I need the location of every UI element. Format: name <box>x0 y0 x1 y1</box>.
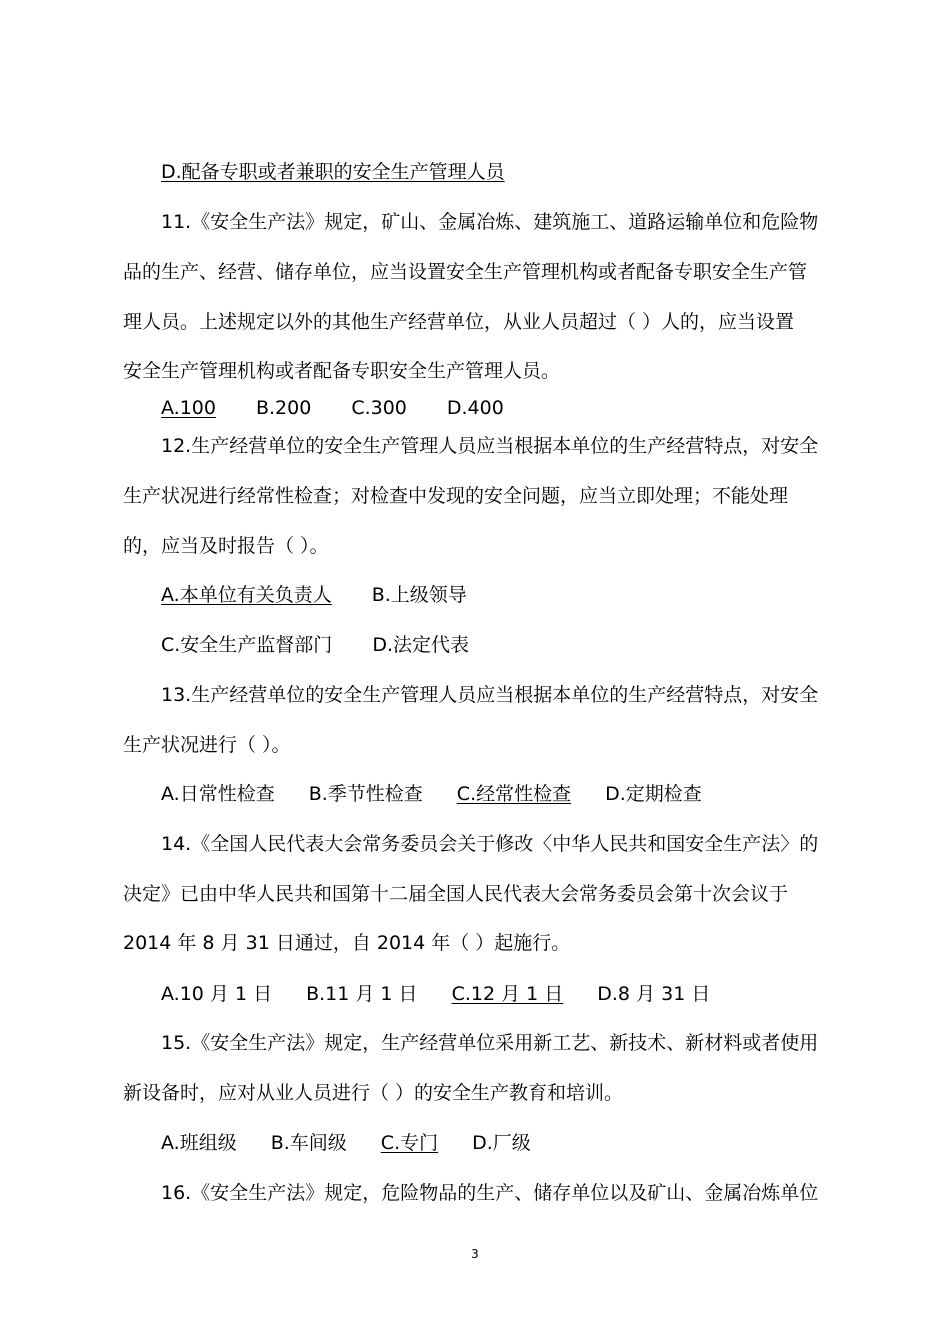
q12-option-c: C.安全生产监督部门 <box>161 634 333 656</box>
q11-line-3: 理人员。上述规定以外的其他生产经营单位，从业人员超过（ ）人的，应当设置 <box>123 311 795 333</box>
q12-options-row-2 <box>161 633 509 657</box>
q14-options <box>161 982 750 1006</box>
q16-line-1: 16.《安全生产法》规定，危险物品的生产、储存单位以及矿山、金属冶炼单位 <box>161 1182 819 1204</box>
q11-option-d: D.400 <box>446 397 504 419</box>
q11-line-1: 11.《安全生产法》规定，矿山、金属冶炼、建筑施工、道路运输单位和危险物 <box>161 211 819 233</box>
q12-line-1: 12.生产经营单位的安全生产管理人员应当根据本单位的生产经营特点，对安全 <box>161 435 819 457</box>
q12-options-row-1 <box>161 583 507 607</box>
q14-option-a: A.10 月 1 日 <box>161 983 273 1005</box>
page-number: 3 <box>471 1247 479 1261</box>
q14-line-1: 14.《全国人民代表大会常务委员会关于修改〈中华人民共和国安全生产法〉的 <box>161 833 819 855</box>
q13-options <box>161 782 742 806</box>
q12-line-2: 生产状况进行经常性检查；对检查中发现的安全问题，应当立即处理；不能处理 <box>123 485 789 507</box>
q12-option-d: D.法定代表 <box>372 634 469 656</box>
q13-line-1: 13.生产经营单位的安全生产管理人员应当根据本单位的生产经营特点，对安全 <box>161 684 819 706</box>
q11-line-4: 安全生产管理机构或者配备专职安全生产管理人员。 <box>123 360 561 382</box>
q11-option-b: B.200 <box>255 397 312 419</box>
q13-option-d: D.定期检查 <box>605 783 702 805</box>
q14-option-b: B.11 月 1 日 <box>306 983 418 1005</box>
q12-option-b: B.上级领导 <box>371 584 467 606</box>
q13-option-a: A.日常性检查 <box>161 783 275 805</box>
q15-option-d: D.厂级 <box>472 1132 531 1154</box>
q15-line-1: 15.《安全生产法》规定，生产经营单位采用新工艺、新技术、新材料或者使用 <box>161 1032 819 1054</box>
q15-option-b: B.车间级 <box>270 1132 347 1154</box>
q14-option-d: D.8 月 31 日 <box>597 983 711 1005</box>
q14-line-2: 决定》已由中华人民共和国第十二届全国人民代表大会常务委员会第十次会议于 <box>123 883 789 905</box>
q11-option-a: A.100 <box>161 397 216 419</box>
q15-line-2: 新设备时，应对从业人员进行（ ）的安全生产教育和培训。 <box>123 1082 624 1104</box>
q15-options <box>161 1131 571 1155</box>
q11-option-c: C.300 <box>351 397 407 419</box>
q15-option-c: C.专门 <box>380 1132 439 1154</box>
prev-option-d: D.配备专职或者兼职的安全生产管理人员 <box>161 161 505 183</box>
q11-options <box>161 396 544 420</box>
q12-option-a: A.本单位有关负责人 <box>161 584 332 606</box>
q15-option-a: A.班组级 <box>161 1132 237 1154</box>
q13-option-c: C.经常性检查 <box>456 783 572 805</box>
q12-line-3: 的，应当及时报告（ ）。 <box>123 535 329 557</box>
q13-option-b: B.季节性检查 <box>308 783 423 805</box>
q11-line-2: 品的生产、经营、储存单位，应当设置安全生产管理机构或者配备专职安全生产管 <box>123 261 808 283</box>
q14-option-c: C.12 月 1 日 <box>451 983 564 1005</box>
q14-line-3: 2014 年 8 月 31 日通过，自 2014 年（ ）起施行。 <box>123 932 571 954</box>
q13-line-2: 生产状况进行（ ）。 <box>123 734 291 756</box>
